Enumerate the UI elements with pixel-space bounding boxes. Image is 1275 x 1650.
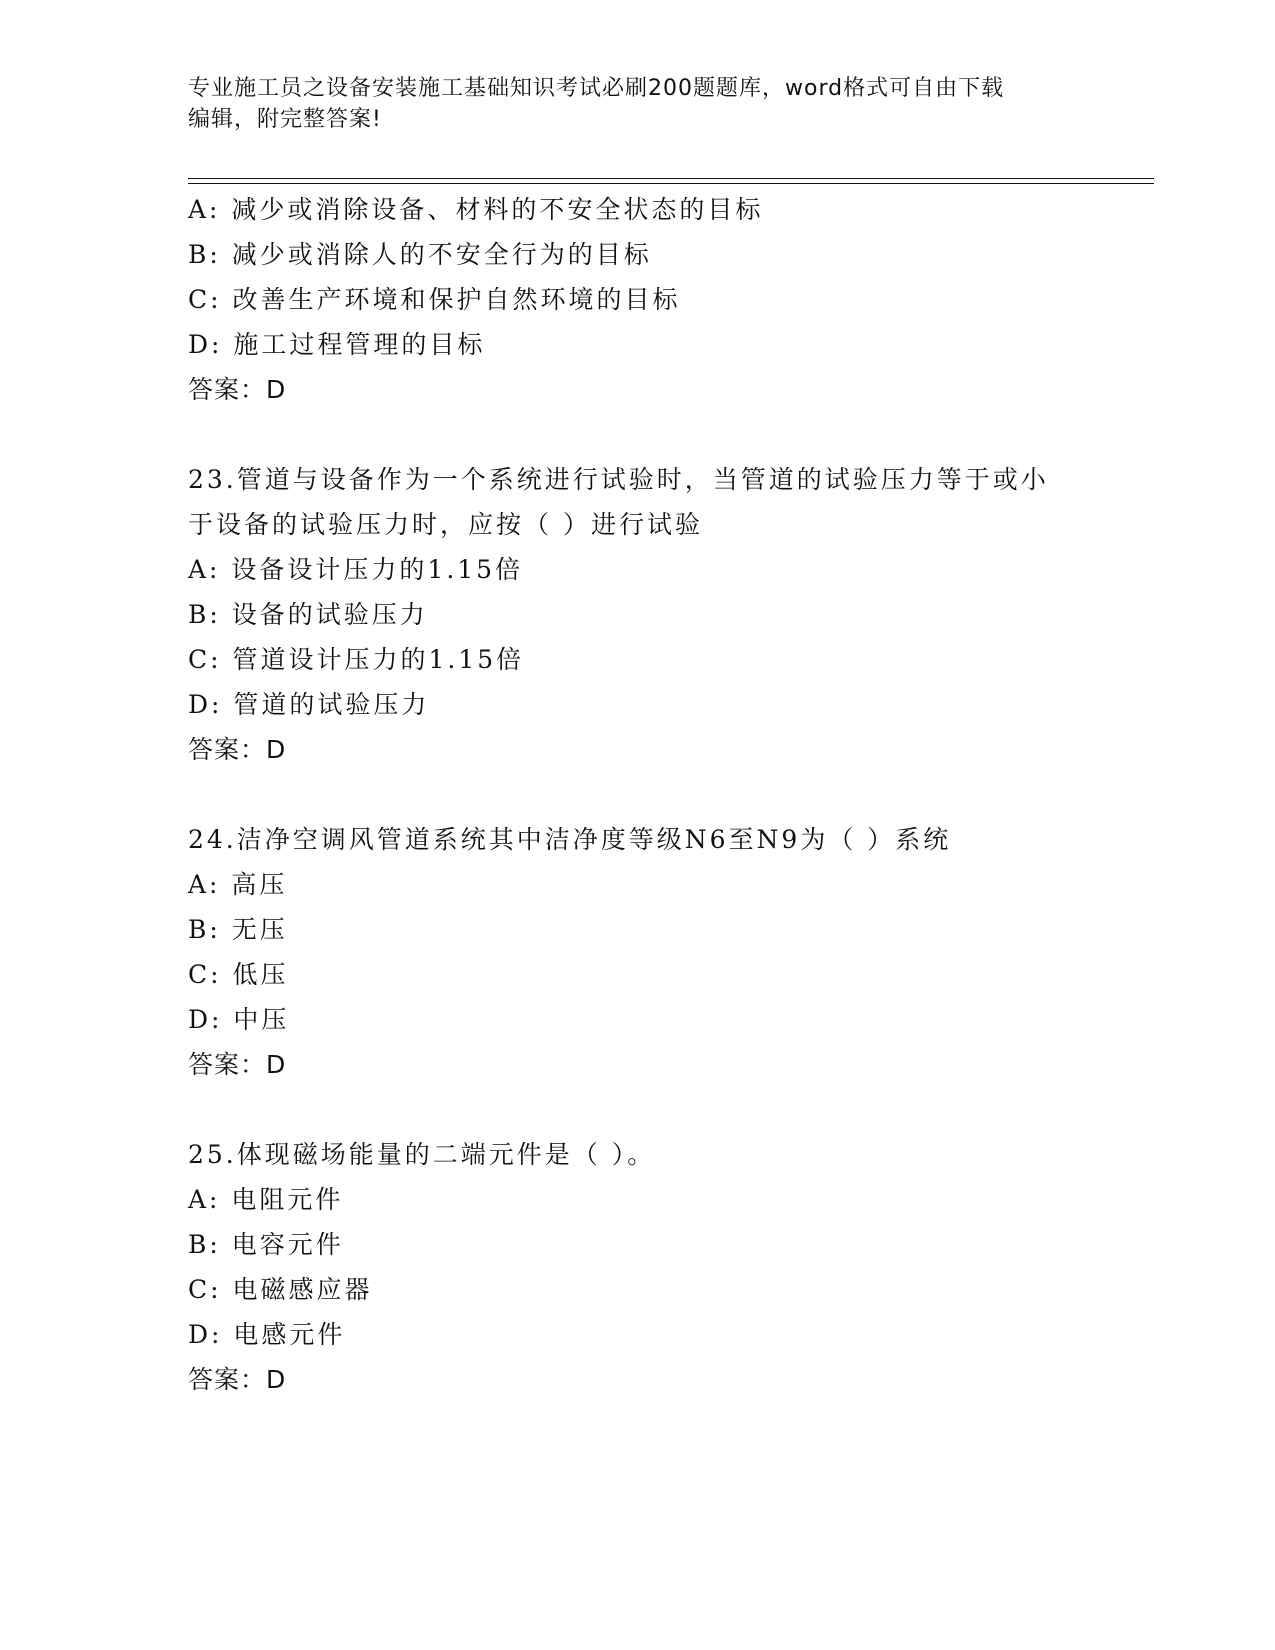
- q25-option-b: B: 电容元件: [188, 1230, 344, 1259]
- q23-stem-line-1: 23.管道与设备作为一个系统进行试验时，当管道的试验压力等于或小: [188, 465, 1049, 494]
- q25-answer: 答案：D: [188, 1365, 287, 1394]
- q23-answer: 答案：D: [188, 735, 287, 764]
- header-divider-top: [188, 178, 1154, 179]
- q23-option-a: A: 设备设计压力的1.15倍: [188, 555, 524, 584]
- header-divider-bottom: [188, 183, 1154, 184]
- q22-option-c: C: 改善生产环境和保护自然环境的目标: [188, 285, 681, 314]
- q24-option-c: C: 低压: [188, 960, 289, 989]
- q24-stem: 24.洁净空调风管道系统其中洁净度等级N6至N9为（ ）系统: [188, 825, 952, 854]
- q25-stem: 25.体现磁场能量的二端元件是（ ）。: [188, 1140, 656, 1169]
- q24-option-a: A: 高压: [188, 870, 288, 899]
- q23-option-b: B: 设备的试验压力: [188, 600, 428, 629]
- q25-option-c: C: 电磁感应器: [188, 1275, 373, 1304]
- q22-answer: 答案：D: [188, 375, 287, 404]
- q24-answer: 答案：D: [188, 1050, 287, 1079]
- q25-option-a: A: 电阻元件: [188, 1185, 344, 1214]
- q22-option-b: B: 减少或消除人的不安全行为的目标: [188, 240, 652, 269]
- document-header: [188, 73, 1088, 135]
- q24-option-d: D: 中压: [188, 1005, 290, 1034]
- q24-option-b: B: 无压: [188, 915, 288, 944]
- q23-option-c: C: 管道设计压力的1.15倍: [188, 645, 525, 674]
- q22-option-d: D: 施工过程管理的目标: [188, 330, 486, 359]
- q22-option-a: A: 减少或消除设备、材料的不安全状态的目标: [188, 195, 764, 224]
- header-title-line-1: 专业施工员之设备安装施工基础知识考试必刷200题题库，word格式可自由下载: [188, 76, 1005, 101]
- q23-stem-line-2: 于设备的试验压力时，应按（ ）进行试验: [188, 510, 703, 539]
- header-title-line-2: 编辑，附完整答案!: [188, 107, 382, 132]
- q23-option-d: D: 管道的试验压力: [188, 690, 430, 719]
- q25-option-d: D: 电感元件: [188, 1320, 346, 1349]
